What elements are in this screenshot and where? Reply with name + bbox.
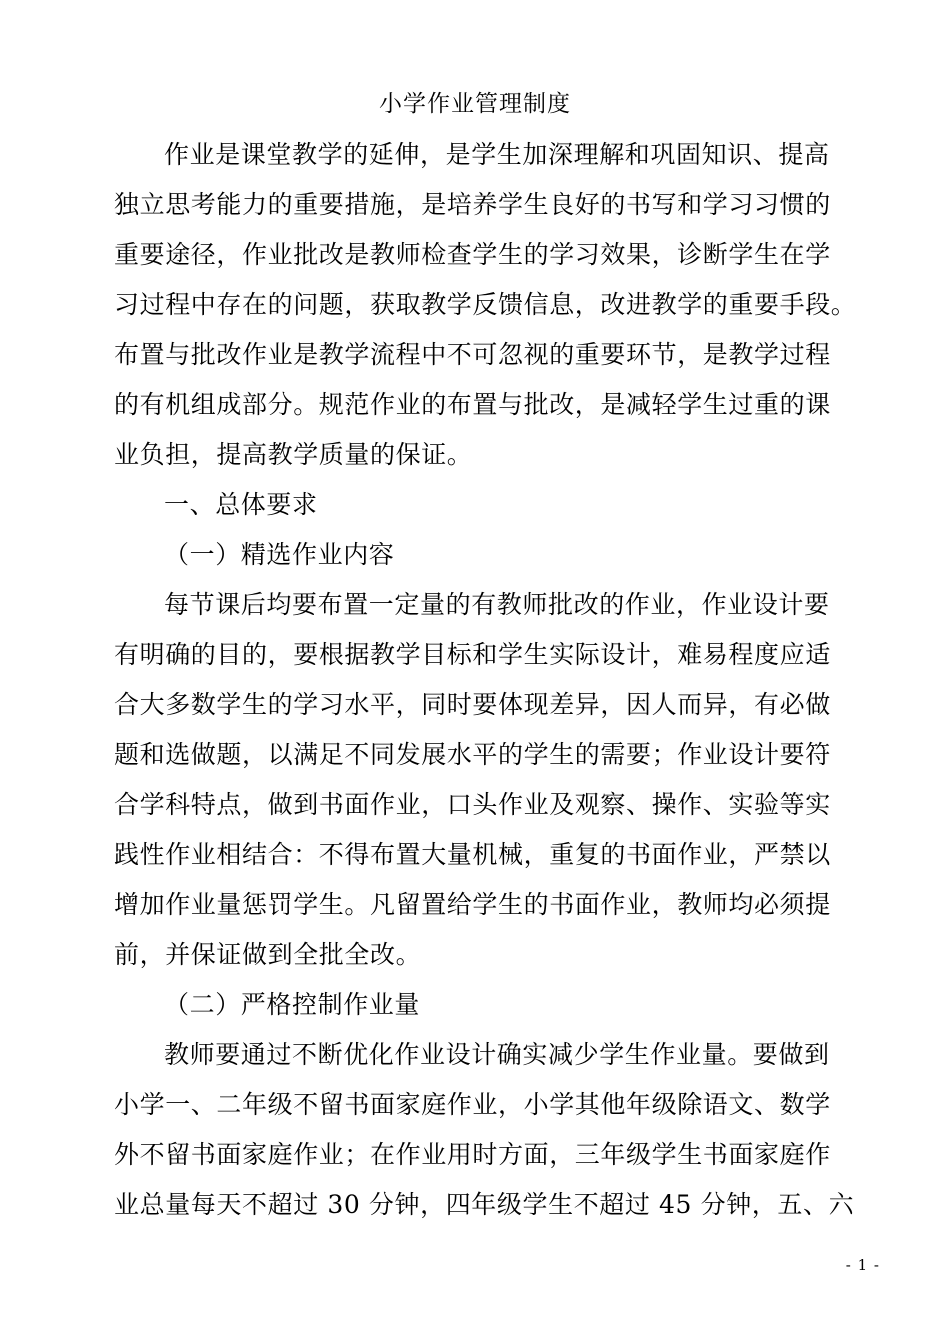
body-line: 教师要通过不断优化作业设计确实减少学生作业量。要做到 [164,1040,830,1069]
body-line: 布置与批改作业是教学流程中不可忽视的重要环节，是教学过程 [114,340,831,369]
body-line: 作业是课堂教学的延伸，是学生加深理解和巩固知识、提高 [164,140,830,169]
body-line: 践性作业相结合：不得布置大量机械，重复的书面作业，严禁以 [114,840,831,869]
subsection-heading: （一）精选作业内容 [164,540,395,569]
body-line: 的有机组成部分。规范作业的布置与批改，是减轻学生过重的课 [114,390,831,419]
body-line: 习过程中存在的问题，获取教学反馈信息，改进教学的重要手段。 [114,290,857,319]
section-heading: 一、总体要求 [164,490,318,519]
page-number: - 1 - [845,1256,880,1274]
body-line: 题和选做题，以满足不同发展水平的学生的需要；作业设计要符 [114,740,831,769]
document-title: 小学作业管理制度 [379,91,571,117]
body-line: 重要途径，作业批改是教师检查学生的学习效果，诊断学生在学 [114,240,831,269]
body-line: 前，并保证做到全批全改。 [114,940,422,969]
body-line: 增加作业量惩罚学生。凡留置给学生的书面作业，教师均必须提 [114,890,831,919]
body-line: 独立思考能力的重要措施，是培养学生良好的书写和学习习惯的 [114,190,831,219]
body-line: 小学一、二年级不留书面家庭作业，小学其他年级除语文、数学 [114,1090,831,1119]
body-line: 外不留书面家庭作业；在作业用时方面，三年级学生书面家庭作 [114,1140,831,1169]
subsection-heading: （二）严格控制作业量 [164,990,421,1019]
body-line: 业负担，提高教学质量的保证。 [114,440,473,469]
body-line: 有明确的目的，要根据教学目标和学生实际设计，难易程度应适 [114,640,831,669]
body-line: 每节课后均要布置一定量的有教师批改的作业，作业设计要 [164,590,830,619]
body-line: 合学科特点，做到书面作业，口头作业及观察、操作、实验等实 [114,790,831,819]
body-line: 合大多数学生的学习水平，同时要体现差异，因人而异，有必做 [114,690,831,719]
body-line: 业总量每天不超过 30 分钟，四年级学生不超过 45 分钟，五、六 [114,1190,855,1219]
